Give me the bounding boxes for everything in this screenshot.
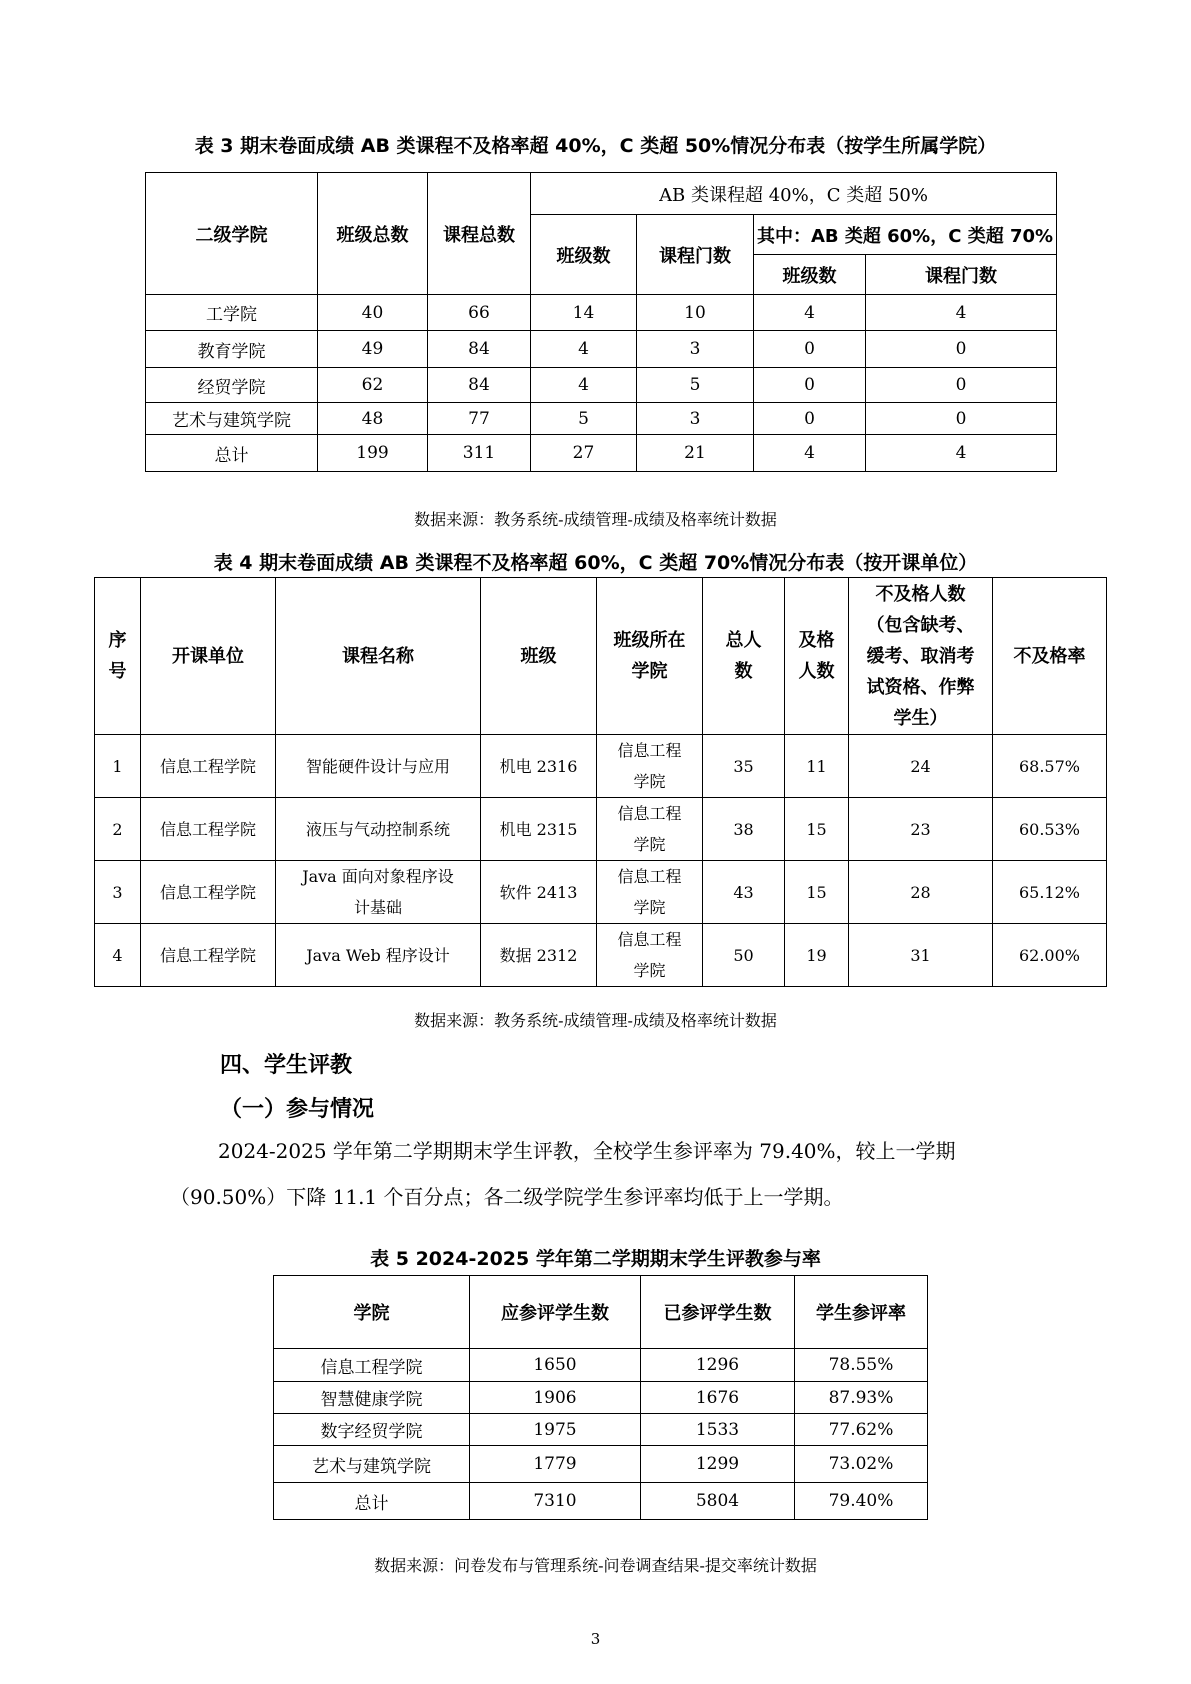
t3-row: [146, 435, 1057, 472]
t4-cell: 3: [95, 861, 141, 924]
t3-cell: 84: [428, 331, 531, 368]
t4-cell: 软件 2413: [481, 861, 597, 924]
t3-cell: 10: [637, 295, 754, 331]
t3-cell: 3: [637, 403, 754, 435]
t3-row: [146, 368, 1057, 403]
t4-cell: 智能硬件设计与应用: [276, 735, 481, 798]
paragraph-participation: 2024-2025 学年第二学期期末学生评教，全校学生参评率为 79.40%，较上一学期（90.50%）下降 11.1 个百分点；各二级学院学生参评率均低于上一学期。: [170, 1139, 956, 1209]
t5-row: [274, 1382, 928, 1414]
t4-cell: 65.12%: [993, 861, 1107, 924]
t4-cell: 15: [785, 798, 849, 861]
t5-cell: 77.62%: [795, 1414, 928, 1446]
t5-cell: 1650: [470, 1349, 641, 1382]
t4-row: [95, 861, 1107, 924]
t3-cell: 77: [428, 403, 531, 435]
t3-row: [146, 295, 1057, 331]
t3-header-courses: 课程门数: [637, 215, 754, 295]
table5: [273, 1275, 928, 1520]
section-heading: 四、学生评教: [220, 1053, 353, 1078]
t4-cell: Java 面向对象程序设 计基础: [276, 861, 481, 924]
t3-cell: 经贸学院: [146, 368, 318, 403]
t3-cell: 0: [754, 368, 866, 403]
t3-header-group: AB 类课程超 40%，C 类超 50%: [531, 173, 1057, 215]
t4-cell: 28: [849, 861, 993, 924]
t5-cell: 信息工程学院: [274, 1349, 470, 1382]
t3-cell: 总计: [146, 435, 318, 472]
t4-cell: 15: [785, 861, 849, 924]
t3-header-sub-courses: 课程门数: [866, 255, 1057, 295]
table4-source: 数据来源：教务系统-成绩管理-成绩及格率统计数据: [414, 1011, 777, 1030]
t3-cell: 4: [866, 435, 1057, 472]
t4-cell: Java Web 程序设计: [276, 924, 481, 987]
t5-cell: 1906: [470, 1382, 641, 1414]
t3-cell: 62: [318, 368, 428, 403]
t3-cell: 40: [318, 295, 428, 331]
t5-header: 学生参评率: [795, 1276, 928, 1349]
table3-caption: 表 3 期末卷面成绩 AB 类课程不及格率超 40%，C 类超 50%情况分布表（按学生所属学院）: [194, 135, 997, 157]
t3-cell: 工学院: [146, 295, 318, 331]
t3-row: [146, 403, 1057, 435]
t4-header-rate: 不及格率: [993, 578, 1107, 735]
t4-row: [95, 924, 1107, 987]
t5-cell: 78.55%: [795, 1349, 928, 1382]
t5-cell: 1676: [641, 1382, 795, 1414]
t5-header: 已参评学生数: [641, 1276, 795, 1349]
t4-cell: 信息工程 学院: [597, 798, 703, 861]
t3-cell: 0: [754, 403, 866, 435]
t3-cell: 27: [531, 435, 637, 472]
t3-cell: 21: [637, 435, 754, 472]
t4-cell: 液压与气动控制系统: [276, 798, 481, 861]
t3-cell: 49: [318, 331, 428, 368]
t4-header-pass: 及格 人数: [785, 578, 849, 735]
t4-cell: 机电 2315: [481, 798, 597, 861]
t4-header-total: 总人 数: [703, 578, 785, 735]
t5-cell: 1975: [470, 1414, 641, 1446]
table5-source: 数据来源：问卷发布与管理系统-问卷调查结果-提交率统计数据: [374, 1556, 817, 1575]
t3-row: [146, 331, 1057, 368]
t4-cell: 68.57%: [993, 735, 1107, 798]
t4-header-class-college: 班级所在 学院: [597, 578, 703, 735]
t5-cell: 73.02%: [795, 1446, 928, 1483]
t5-header: 应参评学生数: [470, 1276, 641, 1349]
t4-cell: 50: [703, 924, 785, 987]
table3: [145, 172, 1057, 472]
t3-cell: 48: [318, 403, 428, 435]
t4-cell: 信息工程 学院: [597, 924, 703, 987]
t3-cell: 0: [866, 368, 1057, 403]
t4-cell: 机电 2316: [481, 735, 597, 798]
t5-row: [274, 1414, 928, 1446]
t3-cell: 5: [637, 368, 754, 403]
t5-cell: 79.40%: [795, 1483, 928, 1520]
t3-cell: 4: [866, 295, 1057, 331]
t3-cell: 3: [637, 331, 754, 368]
t4-cell: 数据 2312: [481, 924, 597, 987]
t5-cell: 1779: [470, 1446, 641, 1483]
t3-header-sub-classes: 班级数: [754, 255, 866, 295]
t4-cell: 38: [703, 798, 785, 861]
t3-cell: 4: [754, 295, 866, 331]
t3-cell: 4: [754, 435, 866, 472]
t4-header-dept: 开课单位: [141, 578, 276, 735]
t4-row: [95, 798, 1107, 861]
t4-cell: 62.00%: [993, 924, 1107, 987]
t4-header-fail: 不及格人数 （包含缺考、 缓考、取消考 试资格、作弊 学生）: [849, 578, 993, 735]
t3-cell: 艺术与建筑学院: [146, 403, 318, 435]
t4-cell: 信息工程 学院: [597, 735, 703, 798]
t4-cell: 信息工程学院: [141, 861, 276, 924]
t4-cell: 23: [849, 798, 993, 861]
t5-row: [274, 1446, 928, 1483]
t5-row: [274, 1483, 928, 1520]
t5-cell: 智慧健康学院: [274, 1382, 470, 1414]
page-number: 3: [590, 1630, 601, 1648]
t5-cell: 1296: [641, 1349, 795, 1382]
t5-cell: 1533: [641, 1414, 795, 1446]
t3-cell: 0: [866, 331, 1057, 368]
t4-header-no: 序 号: [95, 578, 141, 735]
t4-cell: 35: [703, 735, 785, 798]
t5-header: 学院: [274, 1276, 470, 1349]
t3-cell: 14: [531, 295, 637, 331]
table4-caption: 表 4 期末卷面成绩 AB 类课程不及格率超 60%，C 类超 70%情况分布表（按开课单位）: [213, 552, 978, 574]
t3-cell: 5: [531, 403, 637, 435]
t3-cell: 199: [318, 435, 428, 472]
t4-cell: 4: [95, 924, 141, 987]
table5-caption: 表 5 2024-2025 学年第二学期期末学生评教参与率: [370, 1248, 821, 1270]
t3-cell: 311: [428, 435, 531, 472]
t4-cell: 1: [95, 735, 141, 798]
t4-cell: 19: [785, 924, 849, 987]
t4-cell: 2: [95, 798, 141, 861]
table3-source: 数据来源：教务系统-成绩管理-成绩及格率统计数据: [414, 510, 777, 529]
t3-cell: 4: [531, 368, 637, 403]
t4-cell: 信息工程学院: [141, 798, 276, 861]
t5-cell: 5804: [641, 1483, 795, 1520]
t5-cell: 艺术与建筑学院: [274, 1446, 470, 1483]
t4-cell: 60.53%: [993, 798, 1107, 861]
t3-header-total-courses: 课程总数: [428, 173, 531, 295]
t5-cell: 7310: [470, 1483, 641, 1520]
t4-cell: 信息工程学院: [141, 924, 276, 987]
t4-cell: 信息工程学院: [141, 735, 276, 798]
subsection-heading: （一）参与情况: [220, 1097, 375, 1122]
t3-header-classes: 班级数: [531, 215, 637, 295]
t3-cell: 66: [428, 295, 531, 331]
t3-header-subgroup: 其中：AB 类超 60%，C 类超 70%: [754, 215, 1057, 255]
t4-header-course: 课程名称: [276, 578, 481, 735]
t4-cell: 信息工程 学院: [597, 861, 703, 924]
t4-header-class: 班级: [481, 578, 597, 735]
t3-header-college: 二级学院: [146, 173, 318, 295]
t3-cell: 0: [754, 331, 866, 368]
t5-row: [274, 1349, 928, 1382]
t3-header-total-classes: 班级总数: [318, 173, 428, 295]
t4-cell: 11: [785, 735, 849, 798]
t5-cell: 87.93%: [795, 1382, 928, 1414]
t3-cell: 0: [866, 403, 1057, 435]
t4-cell: 31: [849, 924, 993, 987]
t5-cell: 数字经贸学院: [274, 1414, 470, 1446]
table4: [94, 577, 1107, 987]
t5-cell: 1299: [641, 1446, 795, 1483]
t5-cell: 总计: [274, 1483, 470, 1520]
t3-cell: 84: [428, 368, 531, 403]
t4-cell: 24: [849, 735, 993, 798]
t4-row: [95, 735, 1107, 798]
t3-cell: 教育学院: [146, 331, 318, 368]
t4-cell: 43: [703, 861, 785, 924]
t3-cell: 4: [531, 331, 637, 368]
